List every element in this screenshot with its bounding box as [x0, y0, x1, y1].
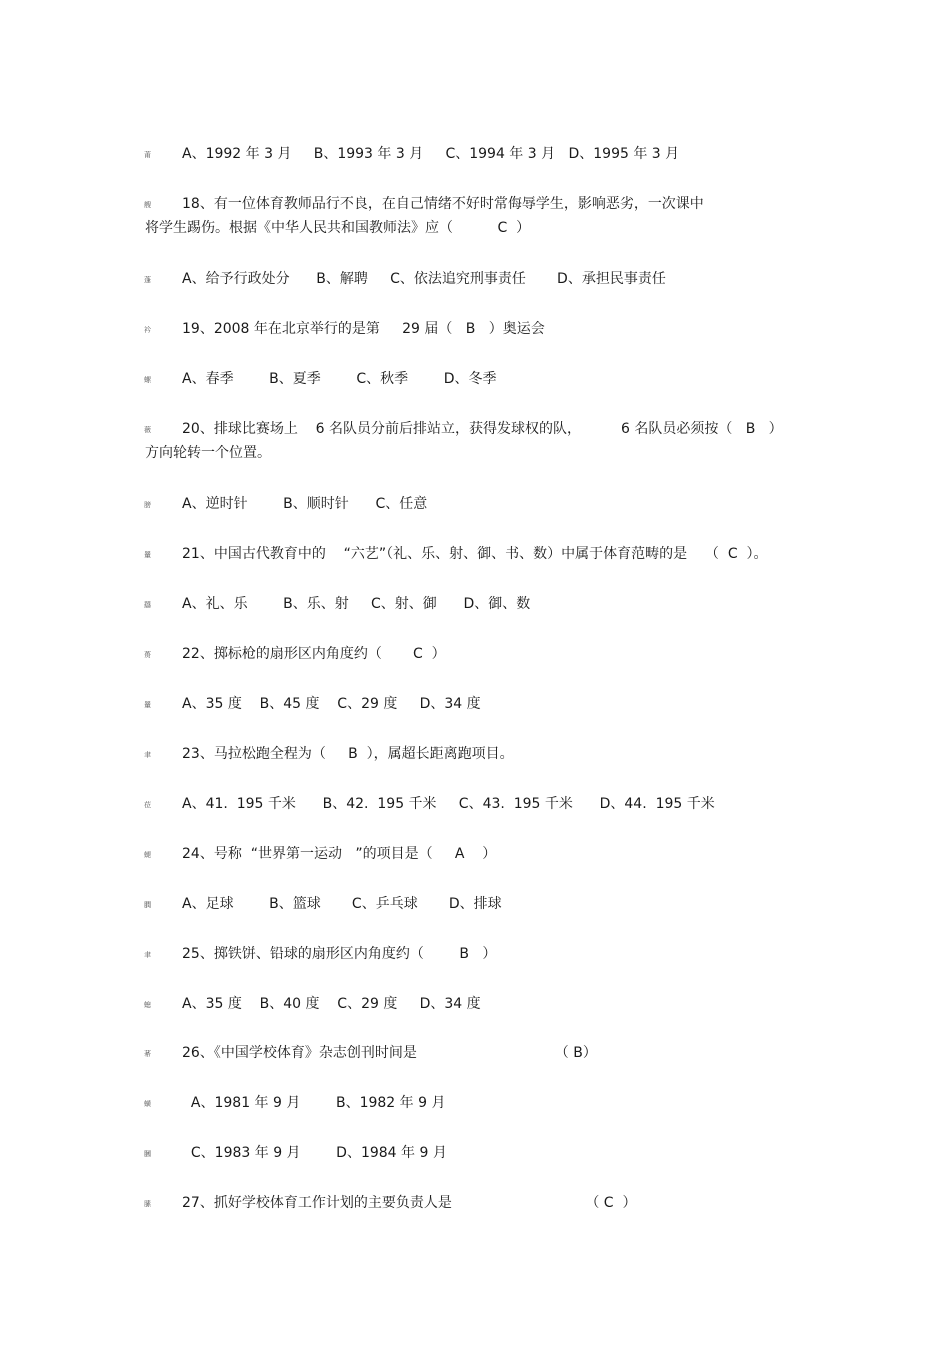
- margin-mark: 莆: [144, 151, 151, 159]
- margin-mark: 薇: [144, 426, 151, 434]
- question-27: 27、抓好学校体育工作计划的主要负责人是 （ C ）: [182, 1195, 637, 1211]
- answer-options-24: A、足球 B、篮球 C、乒乓球 D、排球: [182, 896, 502, 912]
- margin-mark: 羉: [144, 601, 151, 609]
- question-21: 21、中国古代教育中的 “六艺”（礼、乐、射、御、书、数）中属于体育范畴的是 （ C ）。: [182, 546, 768, 562]
- margin-mark: 蓬: [144, 276, 151, 284]
- margin-mark: 衿: [144, 326, 151, 334]
- question-23: 23、马拉松跑全程为（ B ），属超长距离跑项目。: [182, 746, 514, 762]
- margin-mark: 螺: [144, 376, 151, 384]
- margin-mark: 罿: [144, 551, 151, 559]
- answer-options-17: A、1992 年 3 月 B、1993 年 3 月 C、1994 年 3 月 D、1995 年 3 月: [182, 146, 680, 162]
- margin-mark: 膶: [144, 901, 151, 909]
- question-25: 25、掷铁饼、铅球的扇形区内角度约（ B ）: [182, 946, 497, 962]
- margin-mark: 莃: [144, 1050, 151, 1058]
- margin-mark: 蟥: [144, 1100, 151, 1108]
- question-26: 26、《中国学校体育》杂志创刊时间是 （ B）: [182, 1045, 597, 1061]
- margin-mark: 螁: [144, 851, 151, 859]
- answer-options-22: A、35 度 B、45 度 C、29 度 D、34 度: [182, 696, 481, 712]
- question-22: 22、掷标枪的扇形区内角度约（ C ）: [182, 646, 446, 662]
- question-18-continued: 将学生踢伤。根据《中华人民共和国教师法》应（ C ）: [145, 220, 531, 236]
- margin-mark: 蒉: [144, 651, 151, 659]
- margin-mark: 莅: [144, 801, 151, 809]
- answer-options-21: A、礼、乐 B、乐、射 C、射、御 D、御、数: [182, 596, 531, 612]
- margin-mark: 膕: [144, 1150, 151, 1158]
- question-18: 18、有一位体育教师品行不良，在自己情绪不好时常侮辱学生，影响恶劣，一次课中: [182, 196, 704, 212]
- answer-options-26b: C、1983 年 9 月 D、1984 年 9 月: [182, 1145, 447, 1161]
- margin-mark: 螅: [144, 1001, 151, 1009]
- question-24: 24、号称 “世界第一运动 ”的项目是（ A ）: [182, 846, 497, 862]
- margin-mark: 罿: [144, 701, 151, 709]
- answer-options-26a: A、1981 年 9 月 B、1982 年 9 月: [182, 1095, 446, 1111]
- answer-options-23: A、41. 195 千米 B、42. 195 千米 C、43. 195 千米 D、44. 195 千米: [182, 796, 715, 812]
- answer-options-25: A、35 度 B、40 度 C、29 度 D、34 度: [182, 996, 481, 1012]
- answer-options-19: A、春季 B、夏季 C、秋季 D、冬季: [182, 371, 497, 387]
- question-20: 20、排球比赛场上 6 名队员分前后排站立，获得发球权的队， 6 名队员必须按（ B ）: [182, 421, 783, 437]
- question-20-continued: 方向轮转一个位置。: [145, 445, 271, 461]
- margin-mark: 膆: [144, 1200, 151, 1208]
- margin-mark: 聿: [144, 951, 151, 959]
- margin-mark: 艘: [144, 201, 151, 209]
- answer-options-20: A、逆时针 B、顺时针 C、任意: [182, 496, 428, 512]
- margin-mark: 膀: [144, 501, 151, 509]
- margin-mark: 聿: [144, 751, 151, 759]
- question-19: 19、2008 年在北京举行的是第 29 届（ B ）奥运会: [182, 321, 545, 337]
- answer-options-18: A、给予行政处分 B、解聘 C、依法追究刑事责任 D、承担民事责任: [182, 271, 666, 287]
